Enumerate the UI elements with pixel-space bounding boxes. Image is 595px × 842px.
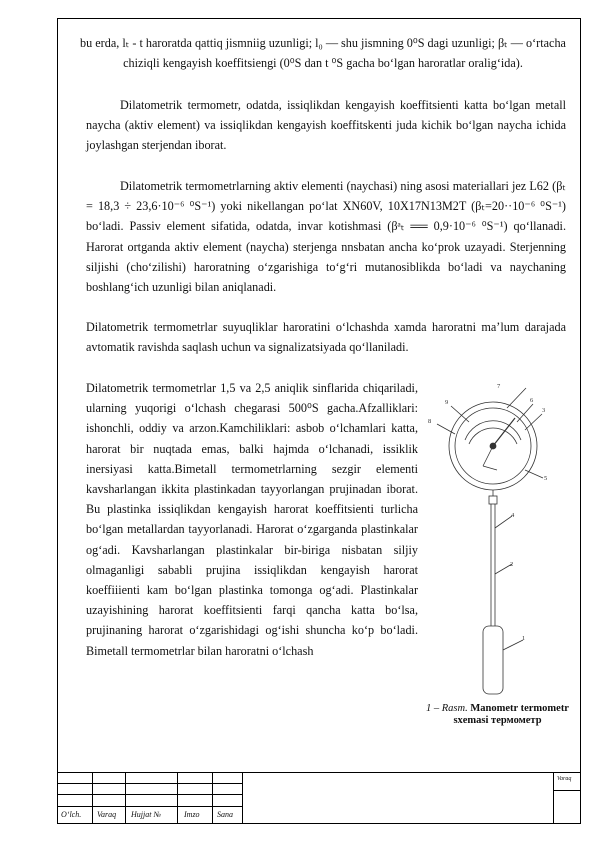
paragraph-2-text: Dilatometrik termometrlarning aktiv elementi (naychasi) ning asosi materiallari jez L62 (βₜ = 18,3 ÷ 23,6·10⁻⁶ ⁰S⁻¹) yoki nikellangan po‘lat XN60V, 10X17N13M2T (βₜ=20··10⁻⁶ ⁰S⁻¹) bo‘ladi. Passiv element sifatida, odatda, invar kotishmasi (βᵃₜ ══ 0,9·10⁻⁶ ⁰S⁻¹) qo‘llanadi. Harorat ortganda aktiv element (naycha) sterjenga nnsbatan ancha ko‘prok uzayadi. Sterjenning siljishi (cho‘zilishi) haroratning o‘zgarishiga to‘g‘ri mutanosiblikda bo‘ladi va naychaning boshlang‘ich uzunligi bilan aniqlanadi.	[86, 179, 566, 295]
figure-caption	[425, 703, 570, 727]
label-9: 9	[445, 399, 449, 406]
intro-text: bu erda, lₜ - t haroratda qattiq jismniig uzunligi; l₀ — shu jismning 0⁰S dagi uzunligi; βₜ — o‘rtacha chiziqli kengayish koeffitsiengi (0⁰S dan t ⁰S gacha bo‘lgan haroratlar oralig‘ida).	[80, 36, 566, 71]
stamp-col-imzo: Imzo	[184, 810, 200, 819]
thermometer-diagram	[425, 378, 570, 700]
stamp-sheet-label: Varaq	[557, 776, 572, 782]
stamp-col-olch: O‘lch.	[61, 810, 82, 819]
pointer-pivot	[490, 443, 496, 449]
label-1: 1	[522, 635, 526, 642]
label-6: 6	[530, 397, 534, 404]
caption-number: 1 – Rasm.	[426, 703, 468, 714]
paragraph-1-text: Dilatometrik termometr, odatda, issiqlikdan kengayish koeffitsienti katta bo‘lgan metall naycha (aktiv element) va issiqlikdan kengayish koeffitskenti juda kichik bo‘lgan naycha ichida joylashgan sterjendan iborat.	[86, 98, 566, 153]
title-block	[57, 772, 581, 824]
stamp-col-varaq: Varaq	[97, 810, 117, 819]
label-4: 4	[511, 512, 515, 519]
label-2: 2	[510, 561, 514, 568]
stamp-col-sana: Sana	[217, 810, 233, 819]
paragraph-2	[86, 176, 566, 297]
caption-text: Manometr termometr sxemasi термометр	[453, 703, 569, 726]
label-7: 7	[497, 383, 501, 390]
label-8: 8	[428, 418, 432, 425]
gauge-pointer	[493, 418, 515, 446]
intro-paragraph	[80, 33, 566, 73]
paragraph-4	[86, 378, 418, 661]
paragraph-4-text: Dilatometrik termometrlar 1,5 va 2,5 aniqlik sinflarida chiqariladi, ularning yuqorigi o‘lchash chegarasi 500⁰S gacha.Afzalliklari: ishonchli, oddiy va arzon.Kamchiliklari: asbob o‘lchamlari katta, harorat bir nuqtada emas, balki hajmda o‘lchanadi, issiklik inersiyasi katta.Bimetall termometrlarning sezgir elementi kavsharlangan ikkita plastinkadan tayyorlangan prujinadan iborat. Bu plastinka issiqlikdan kengayish harorat koeffitsienti turlicha bo‘lgan metallardan tayyorlanadi. Harorat o‘zgarganda plastinkalar og‘adi. Kavsharlangan plastinkalar bir-biriga nisbatan siljiy olmaganligi sababli prujina issiqlikdan kengayish harorat koeffiiienti kam bo‘lgan plastinka tomonga og‘adi. Plastinkalar uzayishining harorat koeffitsienti farqi qancha katta bo‘lsa, prujinaning harorat o‘zgarishidagi og‘ishi shuncha ko‘p bo‘ladi. Bimetall termometrlar bilan haroratni o‘lchash	[86, 381, 418, 658]
paragraph-3	[86, 317, 566, 357]
fitting	[489, 496, 497, 504]
thermobulb	[483, 626, 503, 694]
thermometer-figure	[425, 378, 570, 700]
label-3: 3	[542, 407, 546, 414]
label-5: 5	[544, 475, 548, 482]
paragraph-1	[86, 95, 566, 156]
stamp-col-hujjat: Hujjat №	[131, 810, 161, 819]
paragraph-3-text: Dilatometrik termometrlar suyuqliklar haroratini o‘lchashda xamda haroratni ma’lum darajada avtomatik ravishda saqlash uchun va signalizatsiyada qo‘llaniladi.	[86, 320, 566, 355]
